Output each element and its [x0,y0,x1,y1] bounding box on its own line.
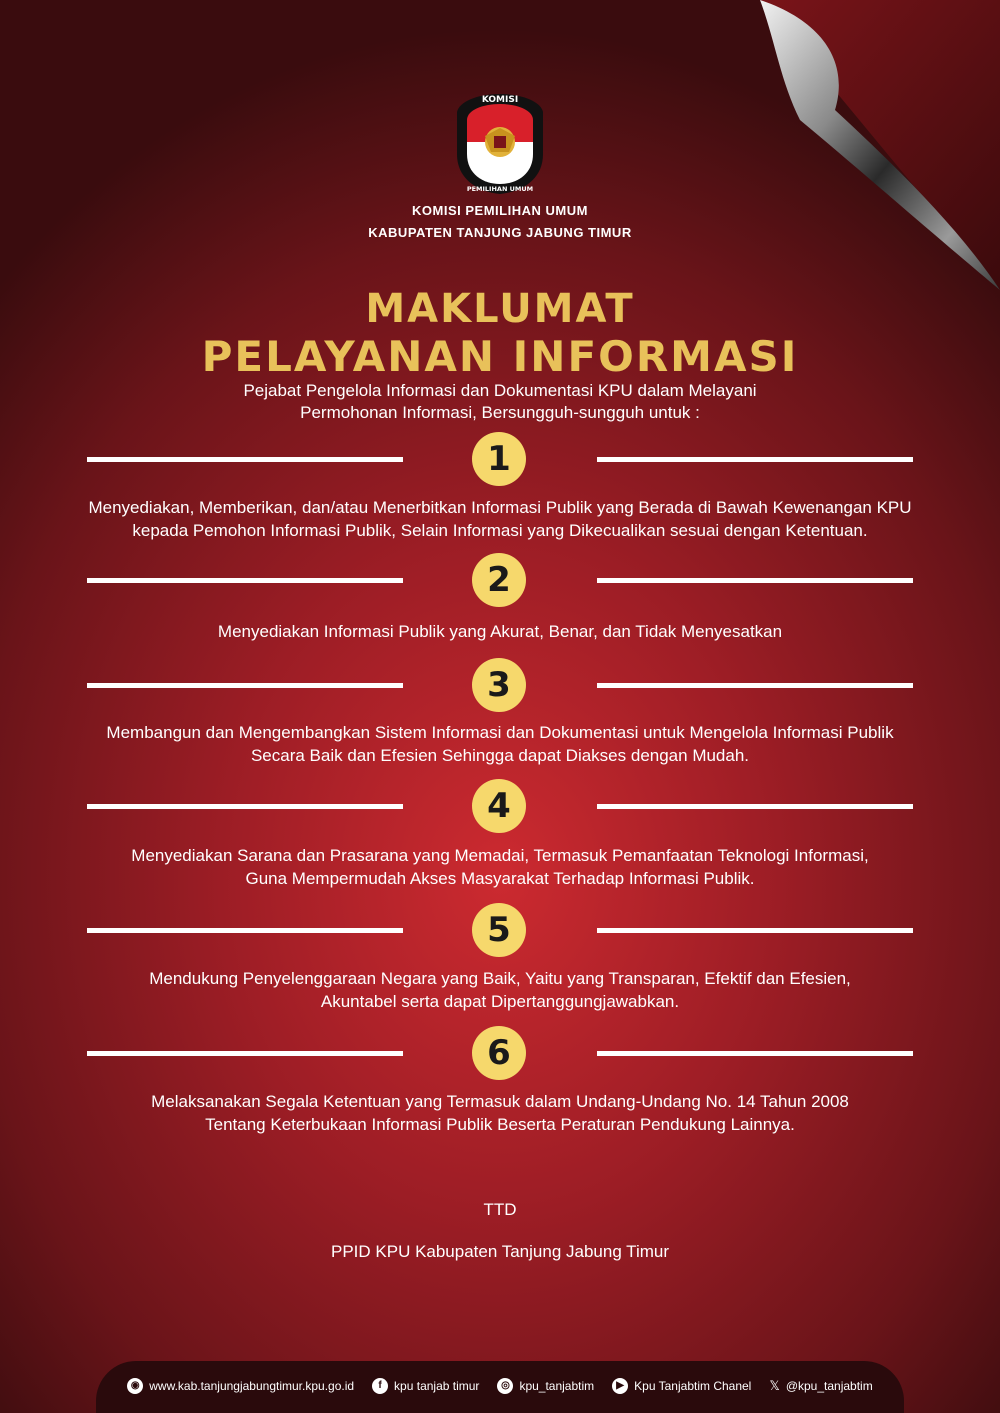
commitment-text [40,496,960,542]
divider-left [87,804,403,809]
commitment-text [40,721,960,767]
commitment-line-1: Membangun dan Mengembangkan Sistem Informasi dan Dokumentasi untuk Mengelola Informasi Publik [106,723,894,742]
intro-line-2: Permohonan Informasi, Bersungguh-sungguh untuk : [300,403,700,422]
divider-right [597,457,913,462]
intro-line-1: Pejabat Pengelola Informasi dan Dokumentasi KPU dalam Melayani [243,381,757,400]
commitment-line-1: Mendukung Penyelenggaraan Negara yang Baik, Yaitu yang Transparan, Efektif dan Efesien, [149,969,851,988]
commitment-text [40,844,960,890]
commitment-line-2: Akuntabel serta dapat Dipertanggungjawabkan. [320,992,680,1011]
footer-youtube[interactable] [612,1378,751,1394]
signature-ttd: TTD [483,1200,517,1219]
number-badge: 3 [472,658,526,712]
divider-left [87,1051,403,1056]
org-name: KOMISI PEMILIHAN UMUM [412,203,588,218]
twitter-text: @kpu_tanjabtim [785,1379,873,1393]
commitment-line-1: Menyediakan Informasi Publik yang Akurat, Benar, dan Tidak Menyesatkan [217,622,783,641]
website-text: www.kab.tanjungjabungtimur.kpu.go.id [149,1379,355,1393]
kpu-logo [453,92,547,196]
logo-top-text: KOMISI [481,95,519,105]
commitment-line-2: kepada Pemohon Informasi Publik, Selain Informasi yang Dikecualikan sesuai dengan Ketentuan. [132,521,868,540]
number-badge: 5 [472,903,526,957]
number-badge: 6 [472,1026,526,1080]
number-badge: 4 [472,779,526,833]
footer-twitter[interactable] [769,1378,872,1394]
youtube-text: Kpu Tanjabtim Chanel [634,1379,752,1393]
divider-right [597,578,913,583]
number-badge: 2 [472,553,526,607]
commitment-line-1: Menyediakan Sarana dan Prasarana yang Memadai, Termasuk Pemanfaatan Teknologi Informasi, [131,846,869,865]
signature-signer: PPID KPU Kabupaten Tanjung Jabung Timur [330,1242,669,1261]
commitment-text [40,967,960,1013]
instagram-text: kpu_tanjabtim [519,1379,595,1393]
instagram-icon: ◎ [497,1378,513,1394]
commitment-text [40,620,960,643]
org-region: KABUPATEN TANJUNG JABUNG TIMUR [368,225,632,240]
commitment-text [40,1090,960,1136]
commitment-line-1: Melaksanakan Segala Ketentuan yang Termasuk dalam Undang-Undang No. 14 Tahun 2008 [151,1092,849,1111]
commitment-line-1: Menyediakan, Memberikan, dan/atau Menerbitkan Informasi Publik yang Berada di Bawah Kewenangan KPU [88,498,912,517]
footer-instagram[interactable] [497,1378,594,1394]
facebook-text: kpu tanjab timur [394,1379,480,1393]
footer-contacts [0,1374,1000,1398]
footer-facebook[interactable] [372,1378,479,1394]
footer-website[interactable] [127,1378,354,1394]
globe-icon: ◉ [127,1378,143,1394]
divider-right [597,804,913,809]
facebook-icon: f [372,1378,388,1394]
divider-left [87,578,403,583]
title-line-1: MAKLUMAT [365,286,635,332]
commitment-line-2: Guna Mempermudah Akses Masyarakat Terhadap Informasi Publik. [245,869,755,888]
divider-right [597,1051,913,1056]
title-line-2: PELAYANAN INFORMASI [201,332,799,381]
divider-right [597,683,913,688]
x-twitter-icon: 𝕏 [769,1378,780,1393]
divider-left [87,457,403,462]
youtube-icon: ▶ [612,1378,628,1394]
divider-left [87,683,403,688]
commitment-line-2: Secara Baik dan Efesien Sehingga dapat Diakses dengan Mudah. [250,746,750,765]
intro-text [0,380,1000,424]
divider-right [597,928,913,933]
divider-left [87,928,403,933]
logo-bottom-text: PEMILIHAN UMUM [466,185,534,193]
commitment-line-2: Tentang Keterbukaan Informasi Publik Beserta Peraturan Pendukung Lainnya. [205,1115,795,1134]
number-badge: 1 [472,432,526,486]
